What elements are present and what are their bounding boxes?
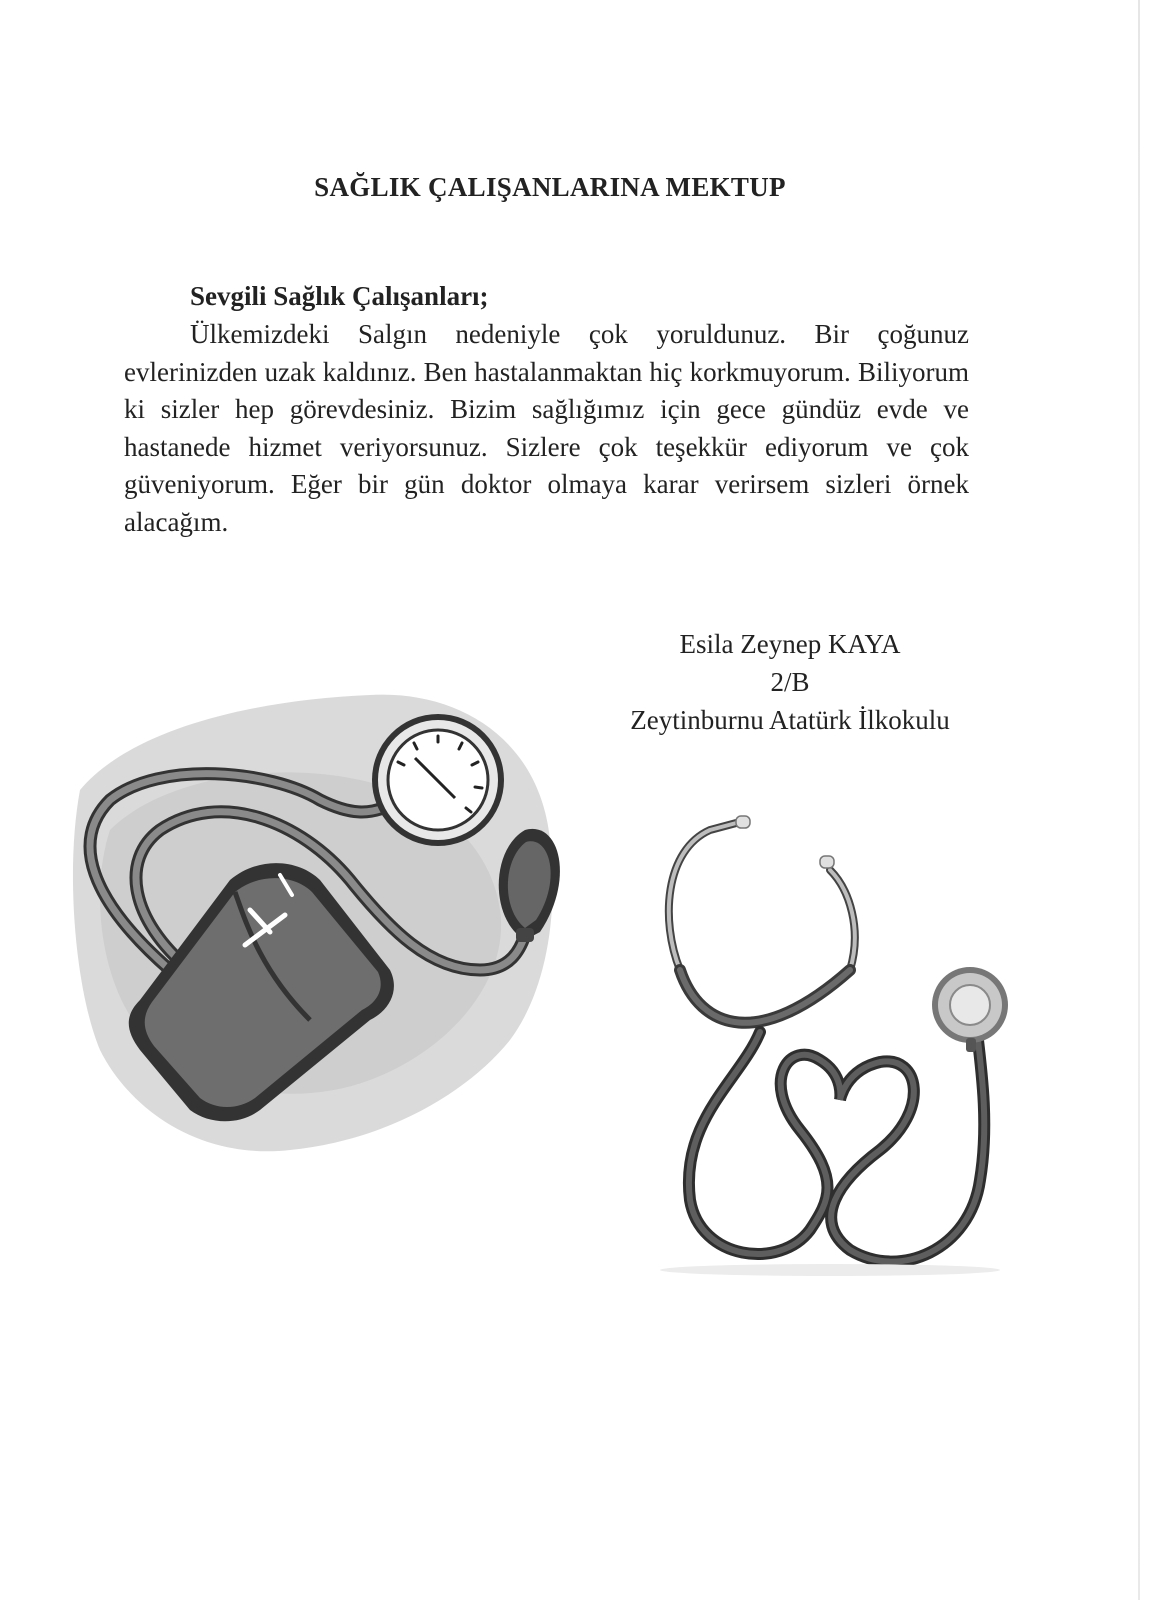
blood-pressure-monitor-icon bbox=[70, 670, 570, 1170]
letter-greeting: Sevgili Sağlık Çalışanları; bbox=[190, 281, 489, 311]
letter-title: SAĞLIK ÇALIŞANLARINA MEKTUP bbox=[314, 172, 786, 202]
signature-school: Zeytinburnu Atatürk İlkokulu bbox=[630, 705, 950, 735]
signature-name: Esila Zeynep KAYA bbox=[679, 629, 901, 659]
signature-block bbox=[590, 625, 990, 739]
stethoscope-heart-icon bbox=[640, 800, 1040, 1280]
signature-class: 2/B bbox=[770, 667, 810, 697]
scan-edge bbox=[1138, 0, 1140, 1600]
letter-body: Ülkemizdeki Salgın nedeniyle çok yoruldunuz. Bir çoğunuz evlerinizden uzak kaldınız. Ben hastalanmaktan hiç korkmuyorum. Biliyorum ki sizler hep görevdesiniz. Bizim sağlığımız için gece gündüz evde ve hastanede hizmet veriyorsunuz. Sizlere çok teşekkür ediyorum ve çok güveniyorum. Eğer bir gün doktor olmaya karar verirsem sizleri örnek alacağım. bbox=[124, 319, 969, 537]
